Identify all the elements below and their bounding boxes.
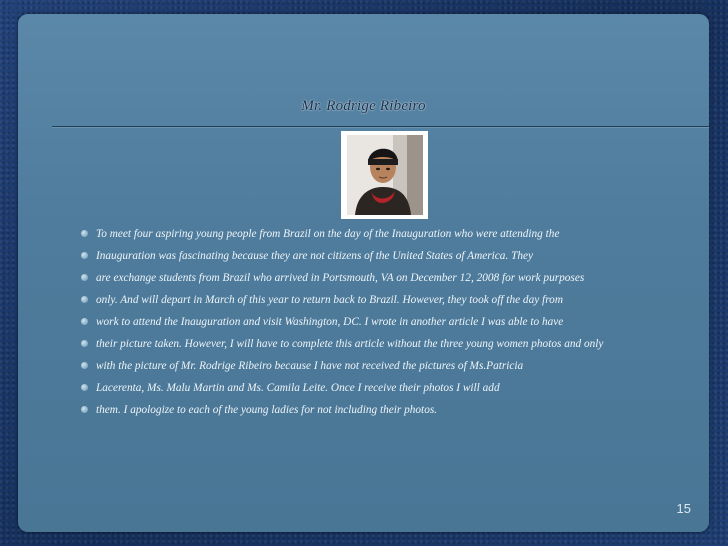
list-item: Lacerenta, Ms. Malu Martin and Ms. Camila Leite. Once I receive their photos I will add <box>80 380 704 396</box>
list-item: with the picture of Mr. Rodrige Ribeiro because I have not received the pictures of Ms.Patricia <box>80 358 704 374</box>
bullet-list <box>80 226 704 424</box>
list-item: Inauguration was fascinating because they are not citizens of the United States of America. They <box>80 248 704 264</box>
list-item: To meet four aspiring young people from Brazil on the day of the Inauguration who were attending the <box>80 226 704 242</box>
list-item: are exchange students from Brazil who arrived in Portsmouth, VA on December 12, 2008 for work purposes <box>80 270 704 286</box>
page-number: 15 <box>676 501 691 516</box>
slide-title: Mr. Rodrige Ribeiro <box>301 98 426 114</box>
list-item: them. I apologize to each of the young ladies for not including their photos. <box>80 402 704 418</box>
slide-panel <box>18 14 709 532</box>
portrait-photo <box>341 131 428 219</box>
title-divider <box>52 126 709 127</box>
list-item: work to attend the Inauguration and visit Washington, DC. I wrote in another article I was able to have <box>80 314 704 330</box>
portrait-image <box>341 131 428 219</box>
list-item: only. And will depart in March of this year to return back to Brazil. However, they took off the day from <box>80 292 704 308</box>
list-item: their picture taken. However, I will have to complete this article without the three young women photos and only <box>80 336 704 352</box>
